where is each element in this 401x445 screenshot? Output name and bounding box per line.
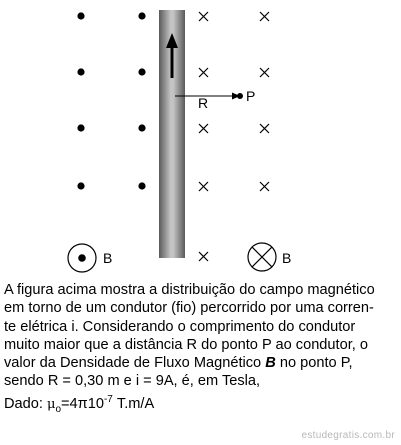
- dado-label: Dado:: [4, 396, 47, 412]
- mu-mantissa: 10: [87, 396, 104, 412]
- given-constant: [4, 391, 154, 419]
- mu-symbol: μ: [47, 397, 56, 412]
- question-line: te elétrica i. Considerando o comprimento do condutor: [4, 318, 356, 335]
- legend-b-in-label: B: [282, 250, 292, 266]
- question-line: em torno de um condutor (fio) percorrido por uma corren-: [4, 300, 374, 317]
- question-line-part: valor da Densidade de Fluxo Magnético: [4, 355, 266, 372]
- mu-exponent: -7: [103, 394, 113, 405]
- question-line-part: no ponto P,: [275, 355, 353, 372]
- question-line: muito maior que a distância R do ponto P ao condutor, o: [4, 336, 368, 353]
- question-line: A figura acima mostra a distribuição do campo magnético: [4, 282, 375, 298]
- question-line-with-b: [4, 354, 397, 372]
- label-r: R: [198, 95, 209, 111]
- point-p-dot: [237, 93, 243, 99]
- question-line: sendo R = 0,30 m e i = 9A, é, em Tesla,: [4, 373, 261, 390]
- flux-density-symbol: B: [265, 355, 276, 372]
- field-out-dots-right: [138, 12, 145, 189]
- mu-equals: =4π: [61, 396, 88, 412]
- field-out-dots-left: [77, 12, 84, 189]
- question-text: [4, 281, 397, 391]
- label-p: P: [246, 88, 256, 104]
- site-watermark: estudegratis.com.br: [301, 430, 395, 441]
- mu-subscript: o: [55, 404, 62, 415]
- legend-field-out-symbol: [68, 244, 96, 272]
- field-in-crosses: [199, 12, 269, 261]
- legend-field-in-symbol: [248, 243, 276, 271]
- mu-unit: T.m/A: [112, 396, 155, 412]
- legend-b-out-label: B: [103, 250, 113, 266]
